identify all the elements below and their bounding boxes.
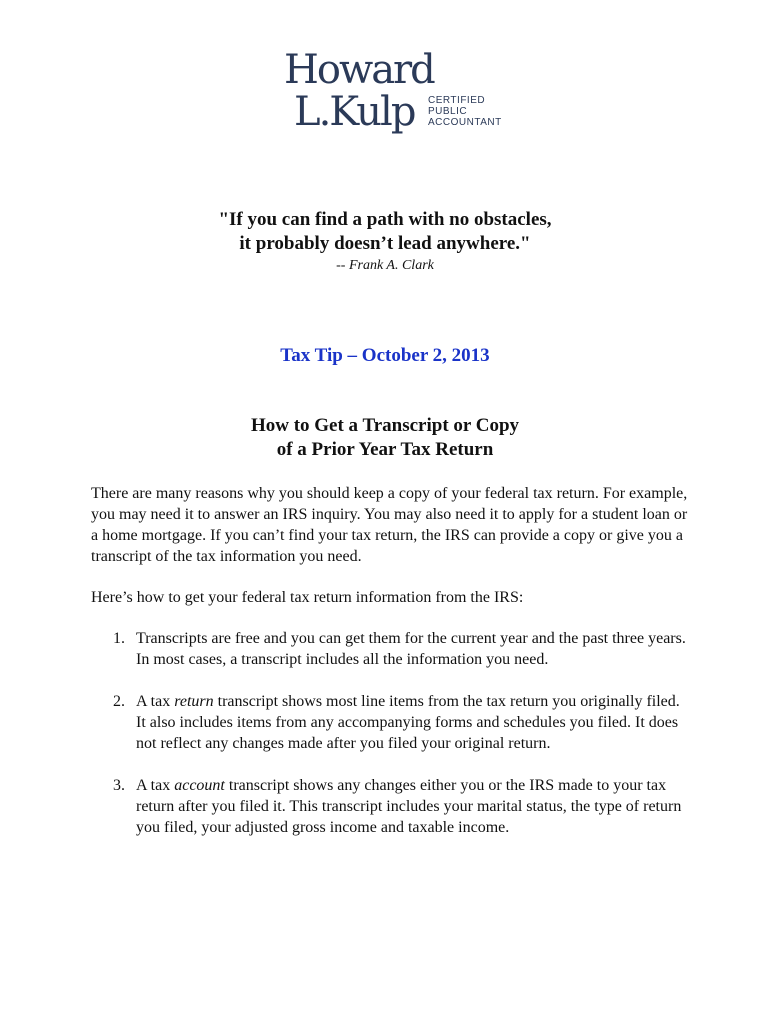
list-number: 1. xyxy=(113,630,125,647)
list-text-start: A tax xyxy=(136,777,175,794)
list-text xyxy=(136,693,680,752)
intro-paragraph: There are many reasons why you should keep a copy of your federal tax return. For example, you may need it to answer an IRS inquiry. You may also need it to apply for a student loan or a home mortgage. If you can’t find your tax return, the IRS can provide a copy or give you a transcript of the tax information you need. xyxy=(91,485,688,565)
list-text-end: transcript shows any changes either you or the IRS made to your tax return after you filed it. This transcript includes your marital status, the type of return you filed, your adjusted gross income and taxable income. xyxy=(136,777,682,836)
logo-credential-line: PUBLIC xyxy=(428,106,468,117)
logo-credential-line: ACCOUNTANT xyxy=(428,117,502,128)
document-title xyxy=(0,414,770,462)
document-title-line: How to Get a Transcript or Copy xyxy=(250,415,520,436)
quote-line: "If you can find a path with no obstacles, xyxy=(218,209,552,230)
list-text-emphasis: account xyxy=(174,777,225,794)
logo-name-last: L.Kulp xyxy=(294,89,415,135)
list-number: 3. xyxy=(113,777,125,794)
quote-author: -- Frank A. Clark xyxy=(336,258,434,273)
list-text xyxy=(136,777,681,836)
logo-credential xyxy=(428,95,502,128)
transcript-list xyxy=(91,628,691,859)
list-number: 2. xyxy=(113,693,125,710)
list-text-start: A tax xyxy=(136,693,175,710)
logo-name-first: Howard xyxy=(284,47,434,93)
lead-paragraph: Here’s how to get your federal tax return information from the IRS: xyxy=(91,589,524,606)
list-text-end: transcript shows most line items from the tax return you originally filed. It also includes items from any accompanying forms and schedules you filed. It does not reflect any changes made after you filed your original return. xyxy=(136,693,680,752)
list-text: Transcripts are free and you can get them for the current year and the past three years. In most cases, a transcript includes all the information you need. xyxy=(136,630,686,668)
list-item xyxy=(91,628,691,670)
list-item xyxy=(91,775,691,838)
logo-credential-line: CERTIFIED xyxy=(428,95,486,106)
firm-logo xyxy=(280,46,510,146)
tax-tip-title: Tax Tip – October 2, 2013 xyxy=(280,345,490,366)
list-text-emphasis: return xyxy=(174,693,214,710)
document-title-line: of a Prior Year Tax Return xyxy=(276,439,494,460)
quote xyxy=(0,208,770,256)
quote-line: it probably doesn’t lead anywhere." xyxy=(239,233,531,254)
list-item xyxy=(91,691,691,754)
